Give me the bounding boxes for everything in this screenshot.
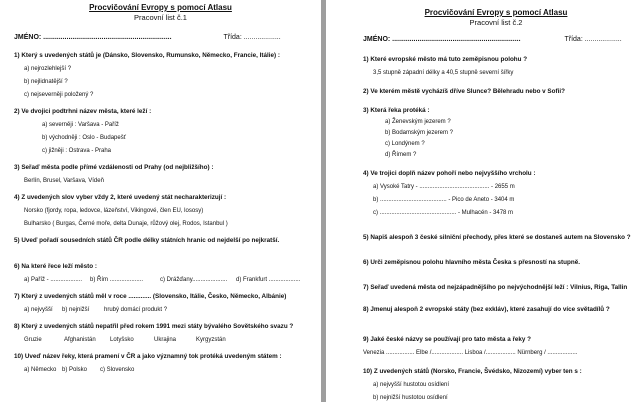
answer-1b: b) nejlidnatější ? [24,79,68,85]
question-7: 7) Který z uvedených států měl v roce ............. (Slovensko, Itálie, Česko, Německo, Albánie) [14,293,287,300]
class-label: Třída: ................... [564,36,622,43]
question-1: 1) Které evropské město má tuto zeměpisnou polohu ? [363,56,528,63]
answer-1c: c) nejseverněji položený ? [24,92,94,98]
answer-1a: a) nejrozlehlejší ? [24,66,72,72]
answer-2a: a) severněji : Varšava - Paříž [42,122,119,128]
option-8-1: Gruzie [24,337,42,343]
answer-1: 3,5 stupně západní délky a 40,5 stupně severní šířky [373,70,514,76]
question-4: 4) Ve trojici doplň název pohoří nebo nejvyššího vrcholu : [363,170,536,177]
question-1: 1) Který s uvedených států je (Dánsko, Slovensko, Rumunsko, Německo, Francie, Itálie) : [14,52,280,59]
answer-6d: d) Frankfurt ................... [236,277,301,283]
answer-10b: b) nejnižší hustotou osídlení [373,395,448,401]
answers-7 [14,306,307,314]
question-9: 9) Jaké české názvy se používají pro tato města a řeky ? [363,336,531,343]
question-10: 10) Uveď název řeky, která pramení v ČR a jako významný tok protéká uvedeným státem : [14,353,282,360]
question-4: 4) Z uvedených slov vyber vždy 2, které uvedený stát necharakterizují : [14,194,227,201]
question-5: 5) Uveď pořadí sousedních států ČR podle délky státních hranic od nejdelší po nejkratší. [14,237,280,244]
question-2: 2) Ve dvojici podtrhni název města, které leží : [14,108,152,115]
answer-4b: Bulharsko ( Burgas, Černé moře, delta Dunaje, růžový olej, Rodos, Istanbul ) [24,221,228,227]
answer-6b: b) Řím .................... [90,277,144,283]
answer-4b: b) ........................................ - Pico de Aneto - 3404 m [373,197,515,203]
page-subtitle: Pracovní list č.1 [134,13,187,22]
answer-3d: d) Římem ? [385,152,417,158]
question-5: 5) Napiš alespoň 3 české silniční přechody, přes které se dostaneš autem na Slovensko ? [363,234,631,241]
answer-10a: a) Německo [24,367,57,373]
answer-10a: a) nejvyšší hustotou osídlení [373,382,450,388]
answer-10b: b) Polsko [62,367,88,373]
question-10: 10) Z uvedených států (Norsko, Francie, Švédsko, Nizozemí) vyber ten s : [363,368,582,375]
answer-2c: c) jižněji : Ostrava - Praha [42,148,112,154]
page-header [14,3,307,23]
answers-8 [14,336,307,344]
question-3: 3) Seřaď města podle přímé vzdálenosti od Prahy (od nejbližšího) : [14,164,214,171]
page-subtitle: Pracovní list č.2 [469,18,523,27]
answer-7a: a) nejvyšší [24,307,53,313]
question-8: 8) Jmenuj alespoň 2 evropské státy (bez exkláv), které zasahují do více světadílů ? [363,306,610,313]
question-8: 8) Který z uvedených států nepatřil před rokem 1991 mezi státy bývalého Sovětského svazu ? [14,323,294,330]
worksheet-page-2 [326,0,641,402]
answers-10 [14,366,307,374]
page-title: Procvičování Evropy s pomocí Atlasu [89,3,232,12]
answer-9: Venezia ................. Elbe /................... Lisboa /.................. Nürnberg / .................. [363,350,578,356]
answer-3b: b) Bodamským jezerem ? [385,130,454,136]
answer-6a: a) Paříž - ................... [24,277,83,283]
option-8-2: Afghanistán [64,337,96,343]
answer-4a: Norsko (fjordy, ropa, ledovce, lázeňství, Vikingové, člen EU, lososy) [24,208,204,214]
question-6: 6) Urči zeměpisnou polohu hlavního města Česka s přesností na stupně. [363,259,580,266]
answers-6 [14,276,307,284]
answer-3c: c) Londýnem ? [385,141,425,147]
answer-7b: b) nejnižší [62,307,90,313]
name-row [363,35,629,45]
answer-3: Berlín, Brusel, Varšava, Vídeň [24,178,104,184]
question-3: 3) Která řeka protéká : [363,107,430,114]
page-title: Procvičování Evropy s pomocí Atlasu [424,8,568,17]
answer-6c: c) Drážďany..................... [160,277,228,283]
name-label: JMÉNO: .................................................................. [14,34,172,41]
question-6: 6) Na které řece leží město : [14,263,97,270]
answer-7c: hrubý domácí produkt ? [104,307,168,313]
class-label: Třída: ................... [223,34,281,41]
question-7: 7) Seřaď uvedená města od nejzápadnějšího po nejvýchodnější leží : Vilnius, Riga, Tallin [363,284,628,291]
page-header [363,8,629,28]
name-label: JMÉNO: .................................................................. [363,36,521,43]
name-row [14,33,307,43]
option-8-4: Ukrajina [154,337,177,343]
answer-4a: a) Vysoké Tatry - .......................................... - 2655 m [373,184,515,190]
answer-10c: c) Slovensko [100,367,135,373]
question-2: 2) Ve kterém městě vycházíš dříve Slunce? Bělehradu nebo v Sofii? [363,88,565,95]
answer-2b: b) východněji : Oslo - Budapešť [42,135,126,141]
option-8-3: Lotyšsko [110,337,134,343]
option-8-5: Kyrgyzstán [196,337,226,343]
answer-3a: a) Ženevským jezerem ? [385,119,451,125]
answer-4c: c) .............................................. - Mulhacén - 3478 m [373,210,514,216]
